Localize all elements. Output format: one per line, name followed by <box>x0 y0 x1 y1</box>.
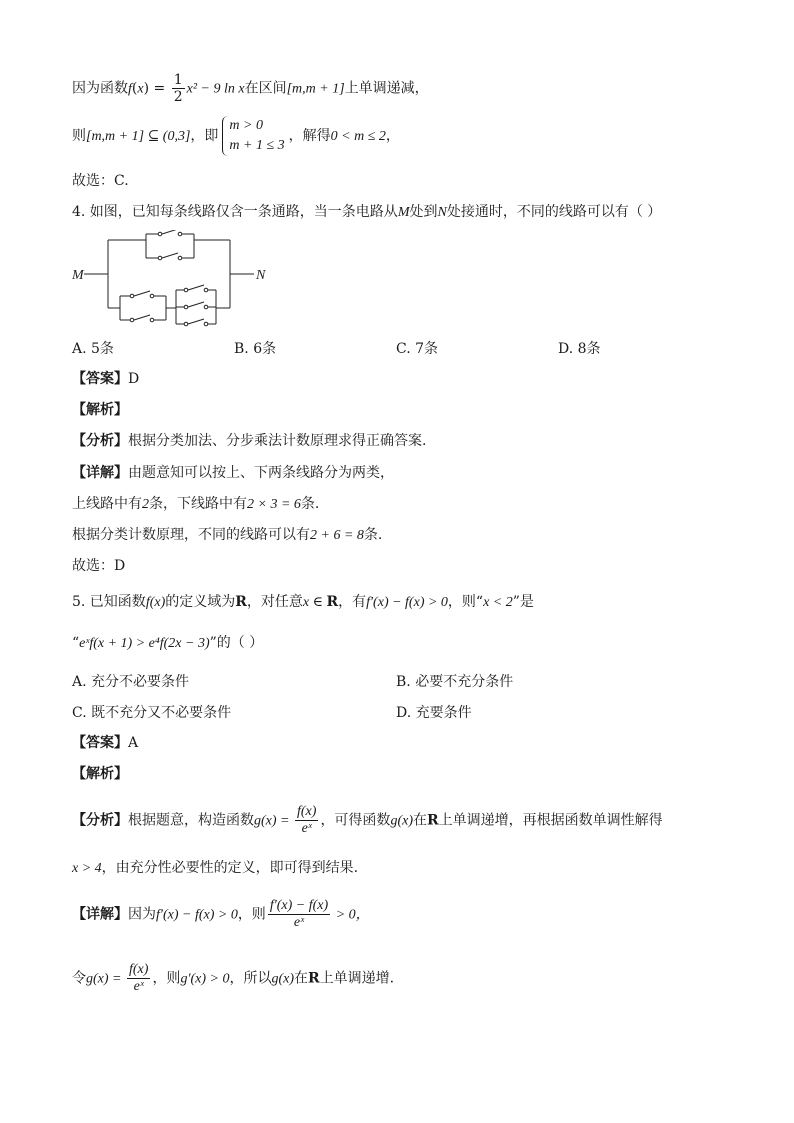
q4-step2: 根据分类计数原理，不同的线路可以有2 + 6 = 8条. <box>72 527 383 543</box>
q4-option-c: C. 7条 <box>396 341 439 357</box>
q5-xiangjie: 【详解】因为f′(x) − f(x) > 0，则 $\frac{f'(x) - f(x)}{\text{eˣ}}$ > 0， <box>72 898 370 930</box>
conclusion-c: 故选：C. <box>72 173 129 189</box>
q5-last: 令g(x) = $\frac{f(x)}{\text{eˣ}}$ ，则g′(x) > 0，所以g(x)在R上单调递增. <box>72 962 395 994</box>
q4-option-b: B. 6条 <box>234 341 277 357</box>
q4-option-d: D. 8条 <box>558 341 601 357</box>
q5-option-d: D. 充要条件 <box>396 705 472 721</box>
fraction-half: $\frac{1}{2}$ <box>173 72 183 105</box>
q5-analysis-title: 【解析】 <box>72 766 128 782</box>
q4-step1: 上线路中有2条，下线路中有2 × 3 = 6条. <box>72 496 320 512</box>
circuit-diagram <box>70 230 280 330</box>
q5-stem: 5. 已知函数f(x)的定义域为R，对任意x ∈ R，有f′(x) − f(x) > 0，则“x < 2”是 <box>72 594 534 610</box>
math-fx: f <box>128 81 132 97</box>
q5-answer: 【答案】A <box>72 735 139 751</box>
q4-option-a: A. 5条 <box>72 341 114 357</box>
q5-fenxi: 【分析】根据题意，构造函数g(x) = $\frac{f(x)}{\text{eˣ}}$ ，可得函数g(x)在R上单调递增，再根据函数单调性解得 <box>72 804 663 836</box>
q4-conclusion: 故选：D <box>72 558 126 574</box>
q4-fenxi: 【分析】根据分类加法、分步乘法计数原理求得正确答案. <box>72 433 427 449</box>
fraction-g-def: $\frac{f(x)}{\text{eˣ}}$ <box>129 962 149 994</box>
label-m: M <box>72 268 84 283</box>
q5-option-c: C. 既不充分又不必要条件 <box>72 705 232 721</box>
fraction-fx-ex: $\frac{f(x)}{\text{eˣ}}$ <box>297 804 317 836</box>
text-line-subset: 则[m,m + 1] ⊆ (0,3]，即 m > 0 m + 1 ≤ 3 ，解得0 < m ≤ 2， <box>72 116 400 156</box>
label-n: N <box>256 268 266 283</box>
q4-stem: 4. 如图，已知每条线路仅含一条通路，当一条电路从M处到N处接通时，不同的线路可以有（ ） <box>72 204 662 220</box>
q5-option-b: B. 必要不充分条件 <box>396 674 514 690</box>
text-line-monotonic: 因为函数f(x) = $\frac{1}{2}$ x² − 9 ln x在区间[m,m + 1]上单调递减， <box>72 72 429 105</box>
q4-analysis-title: 【解析】 <box>72 402 128 418</box>
q4-answer: 【答案】D <box>72 371 140 387</box>
q5-option-a: A. 充分不必要条件 <box>72 674 190 690</box>
q5-stem-line2: “eˣf(x + 1) > e⁴f(2x − 3)”的（ ） <box>72 635 264 651</box>
q4-xiangjie: 【详解】由题意知可以按上、下两条线路分为两类， <box>72 465 394 481</box>
q5-fenxi-line2: x > 4，由充分性必要性的定义，即可得到结果. <box>72 860 359 876</box>
fraction-derivative: $\frac{f'(x) - f(x)}{\text{eˣ}}$ <box>269 898 329 930</box>
inequality-system: m > 0 m + 1 ≤ 3 <box>222 116 284 156</box>
